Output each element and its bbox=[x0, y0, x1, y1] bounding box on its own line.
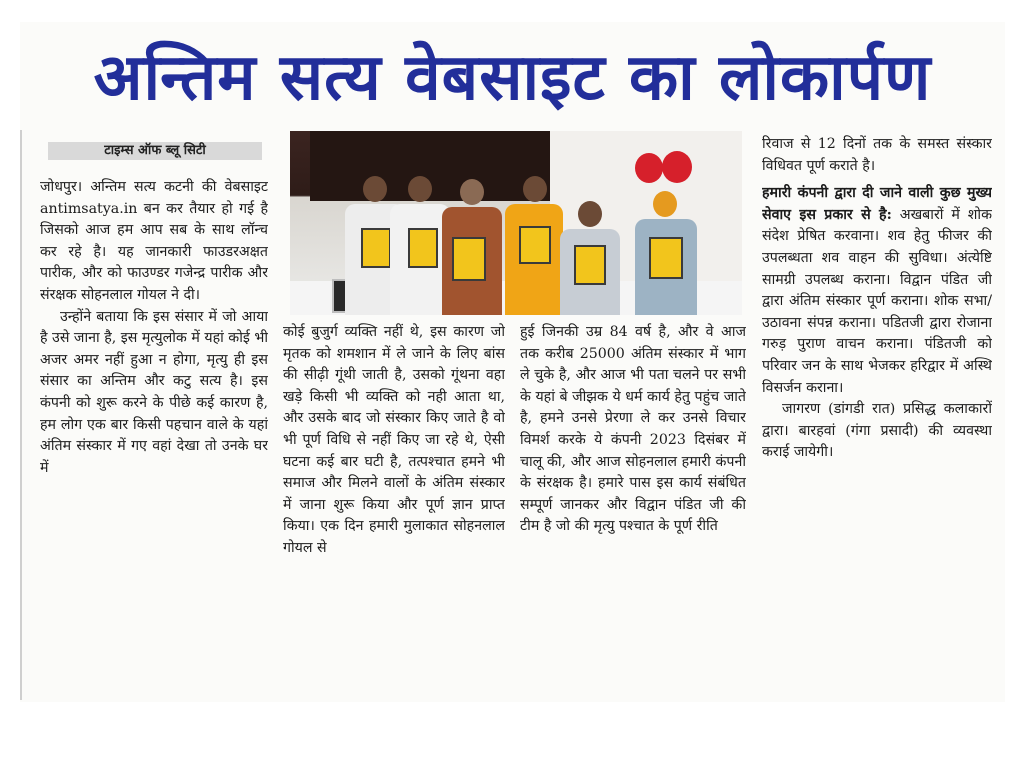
services-paragraph bbox=[762, 183, 992, 399]
paragraph: जोधपुर। अन्तिम सत्य कटनी की वेबसाइट antimsatya.in बन कर तैयार हो गई है जिसको आज हम आप सब के साथ लॉन्च कर रहे है। यह जानकारी फाउडरअक्षत पारीक, और को फाउण्डर गजेन्द्र पारीक और संरक्षक सोहनलाल गोयल ने दी। bbox=[40, 179, 268, 303]
article-column-3 bbox=[520, 322, 746, 697]
paragraph: उन्होंने बताया कि इस संसार में जो आया है उसे जाना है, इस मृत्युलोक में यहां कोई भी अजर अमर नहीं हुआ न होगा, मृत्यु ही इस संसार का अन्तिम और कटु सत्य है। इस कंपनी को शुरू करने के पीछे कई कारण है, हम लोग एक बार किसी पहचान वाले के यहां अंतिम संस्कार में गए वहां देखा तो उनके घर में bbox=[40, 308, 268, 476]
paragraph: रिवाज से 12 दिनों तक के समस्त संस्कार विधिवत पूर्ण कराते है। bbox=[762, 136, 992, 174]
news-photo bbox=[290, 131, 742, 315]
balloon bbox=[662, 151, 692, 183]
article-column-2 bbox=[283, 322, 505, 697]
services-heading: हमारी कंपनी द्वारा दी जाने वाली कुछ मुख्य सेवाए इस प्रकार से है: bbox=[762, 185, 992, 223]
article-column-1 bbox=[40, 177, 268, 697]
services-list: अखबारों में शोक संदेश प्रेषित करवाना। शव हेतु फीजर की उपलब्धता शव वाहन की सुविधा। अंत्येष्टि सामग्री उपलब्ध कराना। विद्वान पंडित जी द्वारा अंतिम संस्कार पूर्ण कराना। शोक सभा/उठावना संपन्न कराना। पडितजी द्वारा रोजाना गरुड़ पुराण वाचन कराना। पंडितजी को परिवार जन के साथ भेजकर हरिद्वार में अस्थि विसर्जन कराना। bbox=[762, 206, 992, 396]
article-column-4 bbox=[762, 134, 992, 694]
headline: अन्तिम सत्य वेबसाइट का लोकार्पण bbox=[93, 41, 932, 115]
source-byline: टाइम्स ऑफ ब्लू सिटी bbox=[48, 142, 262, 160]
paragraph: हुई जिनकी उम्र 84 वर्ष है, और वे आज तक करीब 25000 अंतिम संस्कार में भाग ले चुके है, और आज भी पता चलने पर सभी के यहां बे जीझक ये धर्म कार्य हेतु पहुंच जाते है, हमने उनसे प्रेरणा ले कर उनसे विचार विमर्श करके ये कंपनी 2023 दिसंबर में चालू की, और आज सोहनलाल हमारी कंपनी के संरक्षक है। हमारे पास इस कार्य संबंधित सम्पूर्ण जानकर और विद्वान पंडित जी की टीम है जो की मृत्यु पश्चात के पूर्ण रीति bbox=[520, 324, 746, 535]
paragraph: कोई बुजुर्ग व्यक्ति नहीं थे, इस कारण जो मृतक को शमशान में ले जाने के लिए बांस की सीढ़ी गूंथी जाती है, उसको गूंथना वहा खड़े किसी भी व्यक्ति को नही आता था, और उसके बाद जो संस्कार किए जाते है वो भी पूर्ण विधि से नहीं किए जा रहे थे, ऐसी घटना कई बार घटी है, तत्पश्चात हमने भी समाज और मिलने वालों के अंतिम संस्कार में जाना शुरू किया और पूर्ण ज्ञान प्राप्त किया। एक दिन हमारी मुलाकात सोहनलाल गोयल से bbox=[283, 324, 505, 556]
paragraph: जागरण (डांगडी रात) प्रसिद्ध कलाकारों द्वारा। बारहवां (गंगा प्रसादी) की व्यवस्था कराई जायेगी। bbox=[762, 401, 992, 461]
clipping-left-edge bbox=[20, 130, 22, 700]
balloon bbox=[635, 153, 663, 183]
